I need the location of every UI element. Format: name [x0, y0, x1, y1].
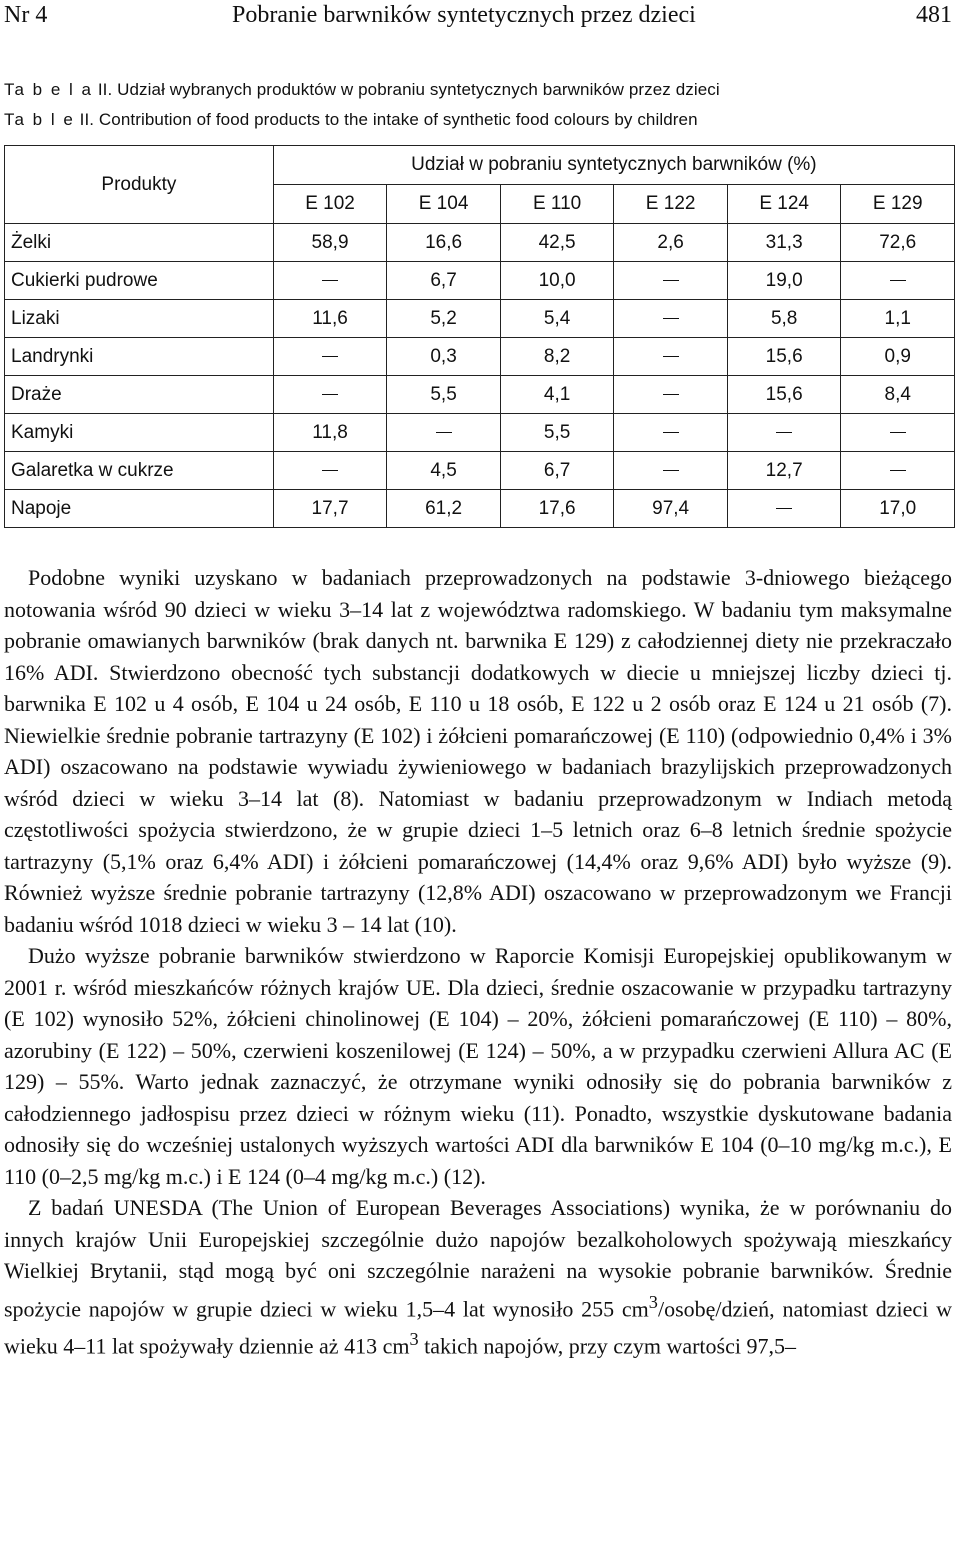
empty-cell [273, 338, 387, 376]
dash-mark [776, 432, 792, 434]
dash-mark [322, 356, 338, 358]
product-name: Napoje [5, 490, 274, 528]
column-header: E 102 [273, 185, 387, 224]
table-caption-pl [4, 80, 720, 100]
empty-cell [614, 300, 728, 338]
dash-mark [890, 470, 906, 472]
value-cell: 0,9 [841, 338, 955, 376]
dash-mark [663, 280, 679, 282]
value-cell: 4,1 [500, 376, 614, 414]
dash-mark [322, 280, 338, 282]
table-row [5, 452, 955, 490]
product-name: Kamyki [5, 414, 274, 452]
value-cell: 31,3 [727, 224, 841, 262]
dash-mark [663, 318, 679, 320]
caption-lead: Ta b e l a [4, 80, 93, 99]
product-header: Produkty [5, 146, 274, 224]
paragraph [4, 1192, 952, 1362]
value-cell: 5,5 [500, 414, 614, 452]
caption-lead: Ta b l e [4, 110, 75, 129]
value-cell: 16,6 [387, 224, 501, 262]
dash-mark [663, 432, 679, 434]
page-number: 481 [916, 2, 952, 28]
dash-mark [890, 280, 906, 282]
empty-cell [273, 452, 387, 490]
table-row [5, 414, 955, 452]
table-row [5, 338, 955, 376]
table-row [5, 224, 955, 262]
dash-mark [663, 394, 679, 396]
group-header: Udział w pobraniu syntetycznych barwników (%) [273, 146, 954, 185]
empty-cell [727, 414, 841, 452]
dash-mark [663, 470, 679, 472]
value-cell: 5,8 [727, 300, 841, 338]
value-cell: 19,0 [727, 262, 841, 300]
value-cell: 10,0 [500, 262, 614, 300]
table-body [5, 224, 955, 528]
value-cell: 8,4 [841, 376, 955, 414]
value-cell: 5,5 [387, 376, 501, 414]
body-text [4, 562, 952, 1362]
text-segment: Z badań UNESDA (The Union of European Beverages Associations) wynika, że w porównaniu do innych krajów Unii Europejskiej szczególnie dużo napojów bezalkoholowych spożywają mieszkańcy Wielkiej Brytanii, stąd mogą być oni szczególnie narażeni na wysokie pobranie barwników. Średnie spożycie napojów w grupie dzieci w wieku 1,5–4 lat wynosiło 255 cm [4, 1195, 952, 1321]
value-cell: 61,2 [387, 490, 501, 528]
value-cell: 1,1 [841, 300, 955, 338]
value-cell: 5,2 [387, 300, 501, 338]
value-cell: 58,9 [273, 224, 387, 262]
product-name: Żelki [5, 224, 274, 262]
caption-text: II. Contribution of food products to the intake of synthetic food colours by children [74, 110, 698, 129]
empty-cell [614, 414, 728, 452]
product-name: Galaretka w cukrze [5, 452, 274, 490]
value-cell: 11,8 [273, 414, 387, 452]
product-name: Lizaki [5, 300, 274, 338]
empty-cell [841, 414, 955, 452]
value-cell: 0,3 [387, 338, 501, 376]
empty-cell [273, 376, 387, 414]
dash-mark [436, 432, 452, 434]
value-cell: 42,5 [500, 224, 614, 262]
empty-cell [387, 414, 501, 452]
product-name: Draże [5, 376, 274, 414]
dash-mark [322, 394, 338, 396]
product-name: Cukierki pudrowe [5, 262, 274, 300]
superscript: 3 [409, 1329, 419, 1350]
text-segment: /osobę/dzień, natomiast dzieci w wieku 4–11 lat spożywały dziennie aż 413 cm [4, 1295, 952, 1359]
superscript: 3 [648, 1291, 658, 1312]
empty-cell [273, 262, 387, 300]
column-header: E 110 [500, 185, 614, 224]
paragraph: Dużo wyższe pobranie barwników stwierdzono w Raporcie Komisji Europejskiej opublikowanym w 2001 r. wśród mieszkańców różnych krajów UE. Dla dzieci, średnie oszacowanie w przypadku tartrazyny (E 102) wynosiło 52%, żółcieni chinolinowej (E 104) – 20%, żółcieni pomarańczowej (E 110) – 80%, azorubiny (E 122) – 50%, czerwieni koszenilowej (E 124) – 50%, a w przypadku czerwieni Allura AC (E 129) – 55%. Warto jednak zaznaczyć, że otrzymane wyniki odnosiły się do pobrania barwników z całodziennego jadłospisu przez dzieci w różnym wieku (11). Ponadto, wszystkie dyskutowane badania odnosiły się do wcześniej ustalonych wyższych wartości ADI dla barwników E 104 (0–10 mg/kg m.c.), E 110 (0–2,5 mg/kg m.c.) i E 124 (0–4 mg/kg m.c.) (12). [4, 943, 952, 1189]
empty-cell [841, 262, 955, 300]
issue-number: Nr 4 [4, 2, 48, 28]
value-cell: 4,5 [387, 452, 501, 490]
empty-cell [614, 262, 728, 300]
dash-mark [663, 356, 679, 358]
value-cell: 6,7 [500, 452, 614, 490]
value-cell: 97,4 [614, 490, 728, 528]
value-cell: 5,4 [500, 300, 614, 338]
empty-cell [614, 338, 728, 376]
value-cell: 15,6 [727, 376, 841, 414]
empty-cell [614, 452, 728, 490]
value-cell: 8,2 [500, 338, 614, 376]
value-cell: 17,0 [841, 490, 955, 528]
table-row [5, 376, 955, 414]
empty-cell [727, 490, 841, 528]
running-title: Pobranie barwników syntetycznych przez dzieci [232, 2, 696, 28]
paragraph: Podobne wyniki uzyskano w badaniach przeprowadzonych na podstawie 3-dniowego bieżącego notowania wśród 90 dzieci w wieku 3–14 lat z województwa radomskiego. W badaniu tym maksymalne pobranie omawianych barwników (brak danych nt. barwnika E 129) z całodziennej diety nie przekraczało 16% ADI. Stwierdzono obecność tych substancji dodatkowych w diecie u mniejszej liczby dzieci tj. barwnika E 102 u 4 osób, E 104 u 24 osób, E 110 u 18 osób, E 122 u 2 osób oraz E 124 u 21 osób (7). Niewielkie średnie pobranie tartrazyny (E 102) i żółcieni pomarańczowej (E 110) (odpowiednio 0,4% i 3% ADI) oszacowano na podstawie wywiadu żywieniowego w badaniach brazylijskich przeprowadzonych wśród dzieci w wieku 3–14 lat (8). Natomiast w badaniu przeprowadzonym w Indiach metodą częstotliwości spożycia stwierdzono, że w grupie dzieci 1–5 letnich oraz 6–8 letnich średnie spożycie tartrazyny (5,1% oraz 6,4% ADI) i żółcieni pomarańczowej (14,4% oraz 9,6% ADI) było wyższe (9). Również wyższe średnie pobranie tartrazyny (12,8% ADI) oszacowano w przeprowadzonym we Francji badaniu wśród 1018 dzieci w wieku 3 – 14 lat (10). [4, 565, 952, 937]
value-cell: 17,6 [500, 490, 614, 528]
text-segment: takich napojów, przy czym wartości 97,5– [418, 1333, 796, 1359]
table-row [5, 300, 955, 338]
value-cell: 2,6 [614, 224, 728, 262]
column-header: E 129 [841, 185, 955, 224]
value-cell: 6,7 [387, 262, 501, 300]
value-cell: 12,7 [727, 452, 841, 490]
value-cell: 11,6 [273, 300, 387, 338]
dash-mark [322, 470, 338, 472]
product-name: Landrynki [5, 338, 274, 376]
caption-text: II. Udział wybranych produktów w pobraniu syntetycznych barwników przez dzieci [93, 80, 720, 99]
table-row [5, 490, 955, 528]
value-cell: 72,6 [841, 224, 955, 262]
column-header: E 124 [727, 185, 841, 224]
empty-cell [841, 452, 955, 490]
value-cell: 17,7 [273, 490, 387, 528]
table-caption-en [4, 110, 698, 130]
empty-cell [614, 376, 728, 414]
value-cell: 15,6 [727, 338, 841, 376]
page-header [0, 0, 960, 36]
column-header: E 104 [387, 185, 501, 224]
dash-mark [776, 508, 792, 510]
dash-mark [890, 432, 906, 434]
data-table [4, 145, 955, 528]
column-header: E 122 [614, 185, 728, 224]
table-row [5, 262, 955, 300]
